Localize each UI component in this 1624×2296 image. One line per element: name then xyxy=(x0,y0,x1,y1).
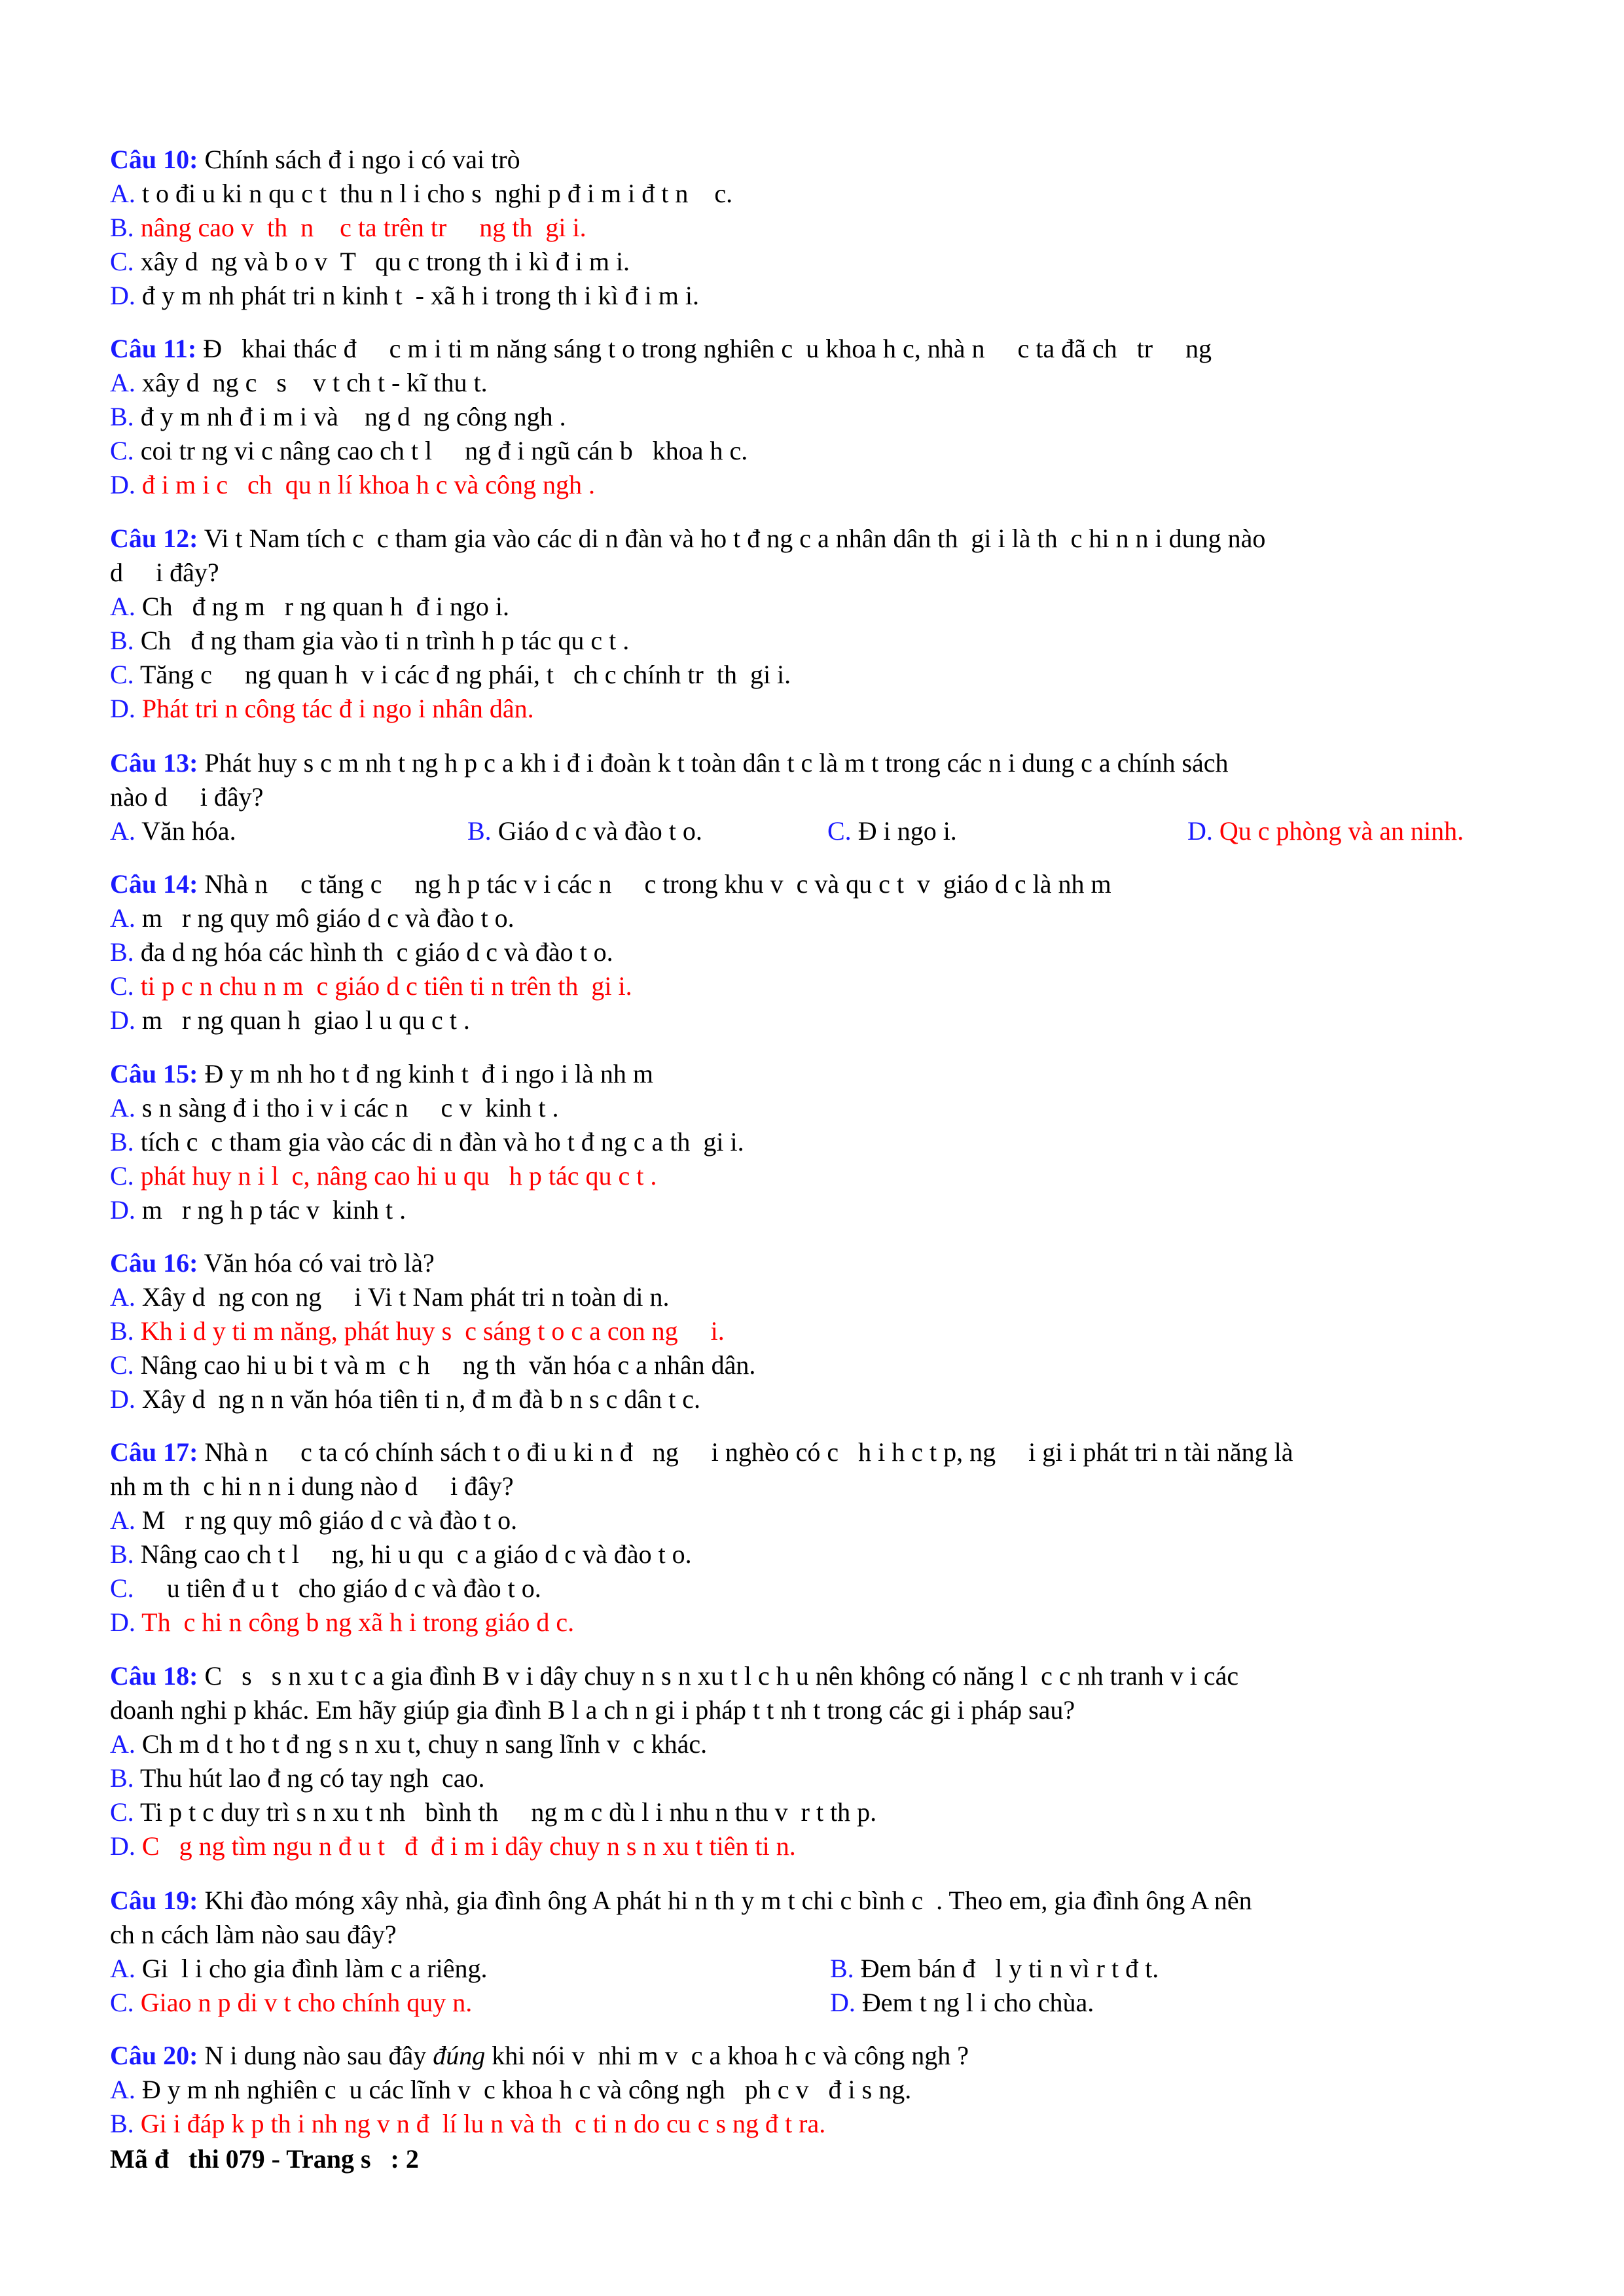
question-18 xyxy=(110,1659,1524,1863)
option-letter: B. xyxy=(110,1539,134,1569)
option-text: Đem t ng l i cho chùa. xyxy=(855,1988,1094,2017)
question-number: Câu 11: xyxy=(110,334,197,363)
question-number: Câu 18: xyxy=(110,1661,198,1691)
option-letter: C. xyxy=(110,1573,134,1603)
option-a xyxy=(110,1280,1524,1314)
option-letter: A. xyxy=(110,1954,135,1983)
option-a xyxy=(110,177,1524,211)
option-text: Thu hút lao đ ng có tay ngh cao. xyxy=(134,1763,485,1793)
option-text: Xây d ng con ng i Vi t Nam phát tri n toàn di n. xyxy=(135,1282,670,1312)
question-stem xyxy=(110,1659,1524,1693)
question-11 xyxy=(110,332,1524,502)
option-letter: C. xyxy=(110,971,134,1001)
question-text: N i dung nào sau đây xyxy=(198,2041,433,2070)
option-letter: B. xyxy=(110,402,134,431)
option-c xyxy=(110,1348,1524,1382)
option-a xyxy=(110,901,1524,935)
option-letter: C. xyxy=(110,1350,134,1380)
option-letter: C. xyxy=(110,1797,134,1827)
question-text: Chính sách đ i ngo i có vai trò xyxy=(198,145,520,174)
question-text: Nhà n c tăng c ng h p tác v i các n c trong khu v c và qu c t v giáo d c là nh m xyxy=(198,869,1111,899)
option-text: đa d ng hóa các hình th c giáo d c và đào t o. xyxy=(134,937,613,967)
option-text: Tăng c ng quan h v i các đ ng phái, t ch c chính tr th gi i. xyxy=(134,660,791,689)
option-text: C g ng tìm ngu n đ u t đ đ i m i dây chuy n s n xu t tiên ti n. xyxy=(135,1831,796,1861)
option-letter: A. xyxy=(110,592,135,621)
question-stem xyxy=(110,522,1524,556)
option-b xyxy=(830,1952,1159,1986)
question-text: Vi t Nam tích c c tham gia vào các di n đàn và ho t đ ng c a nhân dân th gi i là th c hi n n i dung nào xyxy=(198,524,1266,553)
option-letter: A. xyxy=(110,816,135,846)
option-text: s n sàng đ i tho i v i các n c v kinh t . xyxy=(135,1093,559,1122)
option-d-correct xyxy=(110,468,1524,502)
option-d-correct xyxy=(110,1829,1524,1863)
question-text-cont: d i đây? xyxy=(110,558,219,587)
option-text: Kh i d y ti m năng, phát huy s c sáng t o c a con ng i. xyxy=(134,1316,725,1346)
question-number: Câu 10: xyxy=(110,145,198,174)
question-number: Câu 14: xyxy=(110,869,198,899)
question-text-end: khi nói v nhi m v c a khoa h c và công ngh ? xyxy=(485,2041,969,2070)
question-stem xyxy=(110,332,1524,366)
option-text: Ti p t c duy trì s n xu t nh bình th ng m c dù l i nhu n thu v r t th p. xyxy=(134,1797,877,1827)
option-text: Đem bán đ l y ti n vì r t đ t. xyxy=(854,1954,1159,1983)
option-c xyxy=(110,1795,1524,1829)
option-a xyxy=(110,590,1524,624)
options-row-1 xyxy=(110,1952,1524,1986)
option-letter: C. xyxy=(110,660,134,689)
option-b-correct xyxy=(110,211,1524,245)
option-text: Văn hóa. xyxy=(135,816,236,846)
option-b xyxy=(110,1537,1524,1571)
option-letter: B. xyxy=(110,626,134,655)
option-letter: A. xyxy=(110,1505,135,1535)
option-c xyxy=(110,1571,1524,1605)
options-row xyxy=(110,814,1524,848)
option-text: xây d ng c s v t ch t - kĩ thu t. xyxy=(135,368,488,397)
question-text: Nhà n c ta có chính sách t o đi u ki n đ ng i nghèo có c h i h c t p, ng i gi i phát tri n tài năng là xyxy=(198,1437,1293,1467)
question-stem xyxy=(110,1884,1524,1918)
option-a xyxy=(110,814,236,848)
option-text: Nâng cao hi u bi t và m c h ng th văn hóa c a nhân dân. xyxy=(134,1350,756,1380)
option-letter: B. xyxy=(467,816,492,846)
option-text: t o đi u ki n qu c t thu n l i cho s nghi p đ i m i đ t n c. xyxy=(135,179,733,208)
question-number: Câu 12: xyxy=(110,524,198,553)
option-letter: D. xyxy=(110,281,135,310)
option-text: nâng cao v th n c ta trên tr ng th gi i. xyxy=(134,213,586,242)
question-13 xyxy=(110,746,1524,848)
option-text: xây d ng và b o v T qu c trong th i kì đ i m i. xyxy=(134,247,630,276)
option-d xyxy=(110,1382,1524,1416)
option-text: Gi l i cho gia đình làm c a riêng. xyxy=(135,1954,488,1983)
options-row-2 xyxy=(110,1986,1524,2020)
option-c xyxy=(110,245,1524,279)
option-text: Đ i ngo i. xyxy=(851,816,957,846)
question-12 xyxy=(110,522,1524,726)
question-stem xyxy=(110,1246,1524,1280)
question-stem xyxy=(110,867,1524,901)
question-number: Câu 19: xyxy=(110,1886,198,1915)
option-letter: D. xyxy=(1187,816,1213,846)
option-text: m r ng h p tác v kinh t . xyxy=(135,1195,406,1225)
option-a xyxy=(110,2073,1524,2107)
option-a xyxy=(110,366,1524,400)
option-letter: A. xyxy=(110,179,135,208)
option-text: Xây d ng n n văn hóa tiên ti n, đ m đà b n s c dân t c. xyxy=(135,1384,701,1414)
option-letter: A. xyxy=(110,903,135,933)
question-number: Câu 20: xyxy=(110,2041,198,2070)
option-letter: B. xyxy=(110,213,134,242)
option-letter: D. xyxy=(110,1831,135,1861)
option-d xyxy=(110,279,1524,313)
option-text: Ch m d t ho t đ ng s n xu t, chuy n sang lĩnh v c khác. xyxy=(135,1729,708,1759)
option-c-correct xyxy=(110,1986,472,2020)
option-a xyxy=(110,1503,1524,1537)
option-letter: B. xyxy=(110,1127,134,1157)
option-text: m r ng quy mô giáo d c và đào t o. xyxy=(135,903,514,933)
question-number: Câu 17: xyxy=(110,1437,198,1467)
option-letter: D. xyxy=(110,1607,135,1637)
option-a xyxy=(110,1727,1524,1761)
option-letter: D. xyxy=(110,694,135,723)
option-text: u tiên đ u t cho giáo d c và đào t o. xyxy=(134,1573,541,1603)
question-text: Phát huy s c m nh t ng h p c a kh i đ i đoàn k t toàn dân t c là m t trong các n i dung c a chính sách xyxy=(198,748,1229,778)
question-text: C s s n xu t c a gia đình B v i dây chuy n s n xu t l c h u nên không có năng l c c nh tranh v i các xyxy=(198,1661,1239,1691)
question-text: Văn hóa có vai trò là? xyxy=(198,1248,435,1278)
question-text-cont: doanh nghi p khác. Em hãy giúp gia đình B l a ch n gi i pháp t t nh t trong các gi i pháp sau? xyxy=(110,1695,1075,1725)
option-text: Ch đ ng tham gia vào ti n trình h p tác qu c t . xyxy=(134,626,630,655)
option-letter: C. xyxy=(827,816,852,846)
option-text: Ch đ ng m r ng quan h đ i ngo i. xyxy=(135,592,509,621)
option-letter: C. xyxy=(110,247,134,276)
option-d-correct xyxy=(1187,814,1464,848)
option-letter: A. xyxy=(110,1093,135,1122)
option-text: M r ng quy mô giáo d c và đào t o. xyxy=(135,1505,518,1535)
question-stem xyxy=(110,2039,1524,2073)
option-b-correct xyxy=(110,1314,1524,1348)
option-text: coi tr ng vi c nâng cao ch t l ng đ i ngũ cán b khoa h c. xyxy=(134,436,748,465)
question-stem xyxy=(110,746,1524,780)
question-text: Đ y m nh ho t đ ng kinh t đ i ngo i là nh m xyxy=(198,1059,653,1088)
question-text-cont: ch n cách làm nào sau đây? xyxy=(110,1920,397,1949)
option-letter: A. xyxy=(110,2075,135,2104)
question-19 xyxy=(110,1884,1524,2020)
option-text: phát huy n i l c, nâng cao hi u qu h p tác qu c t . xyxy=(134,1161,657,1191)
option-text: ti p c n chu n m c giáo d c tiên ti n trên th gi i. xyxy=(134,971,632,1001)
option-letter: B. xyxy=(110,1763,134,1793)
option-d xyxy=(110,1193,1524,1227)
option-letter: B. xyxy=(110,1316,134,1346)
option-d xyxy=(110,1003,1524,1037)
question-stem xyxy=(110,1057,1524,1091)
option-c xyxy=(827,814,957,848)
question-text-cont: nào d i đây? xyxy=(110,782,264,812)
option-b-correct xyxy=(110,2107,1524,2141)
question-text-cont: nh m th c hi n n i dung nào d i đây? xyxy=(110,1471,514,1501)
option-b xyxy=(110,935,1524,969)
option-text: Đ y m nh nghiên c u các lĩnh v c khoa h c và công ngh ph c v đ i s ng. xyxy=(135,2075,912,2104)
option-text: Qu c phòng và an ninh. xyxy=(1212,816,1464,846)
option-c xyxy=(110,434,1524,468)
question-10 xyxy=(110,143,1524,313)
question-15 xyxy=(110,1057,1524,1227)
option-text: đ i m i c ch qu n lí khoa h c và công ngh . xyxy=(135,470,595,499)
option-c-correct xyxy=(110,969,1524,1003)
option-letter: B. xyxy=(110,937,134,967)
option-c xyxy=(110,658,1524,692)
option-letter: A. xyxy=(110,368,135,397)
option-text: tích c c tham gia vào các di n đàn và ho t đ ng c a th gi i. xyxy=(134,1127,744,1157)
question-text: Đ khai thác đ c m i ti m năng sáng t o trong nghiên c u khoa h c, nhà n c ta đã ch tr ng xyxy=(196,334,1212,363)
option-a xyxy=(110,1091,1524,1125)
option-text: Th c hi n công b ng xã h i trong giáo d c. xyxy=(135,1607,575,1637)
option-b xyxy=(110,624,1524,658)
option-c-correct xyxy=(110,1159,1524,1193)
question-emphasis: đúng xyxy=(433,2041,486,2070)
question-16 xyxy=(110,1246,1524,1416)
option-letter: B. xyxy=(110,2109,134,2138)
option-d-correct xyxy=(110,692,1524,726)
option-d xyxy=(830,1986,1094,2020)
question-stem xyxy=(110,143,1524,177)
option-a xyxy=(110,1952,488,1986)
option-b xyxy=(110,400,1524,434)
option-text: Giáo d c và đào t o. xyxy=(491,816,702,846)
option-text: đ y m nh phát tri n kinh t - xã h i trong th i kì đ i m i. xyxy=(135,281,699,310)
option-b xyxy=(110,1125,1524,1159)
question-17 xyxy=(110,1435,1524,1640)
option-text: Nâng cao ch t l ng, hi u qu c a giáo d c và đào t o. xyxy=(134,1539,692,1569)
option-letter: C. xyxy=(110,1988,134,2017)
option-text: Phát tri n công tác đ i ngo i nhân dân. xyxy=(135,694,534,723)
option-text: Giao n p di v t cho chính quy n. xyxy=(134,1988,473,2017)
option-letter: D. xyxy=(110,1005,135,1035)
option-b xyxy=(467,814,702,848)
option-letter: C. xyxy=(110,436,134,465)
question-number: Câu 16: xyxy=(110,1248,198,1278)
option-d-correct xyxy=(110,1605,1524,1640)
page-footer: Mã đ thi 079 - Trang s : 2 xyxy=(110,2144,419,2174)
question-14 xyxy=(110,867,1524,1037)
option-letter: D. xyxy=(110,1195,135,1225)
question-number: Câu 15: xyxy=(110,1059,198,1088)
option-text: đ y m nh đ i m i và ng d ng công ngh . xyxy=(134,402,566,431)
option-letter: D. xyxy=(110,470,135,499)
option-text: Gi i đáp k p th i nh ng v n đ lí lu n và th c ti n do cu c s ng đ t ra. xyxy=(134,2109,826,2138)
option-text: m r ng quan h giao l u qu c t . xyxy=(135,1005,470,1035)
question-stem xyxy=(110,1435,1524,1469)
option-letter: D. xyxy=(110,1384,135,1414)
option-b xyxy=(110,1761,1524,1795)
option-letter: A. xyxy=(110,1729,135,1759)
question-number: Câu 13: xyxy=(110,748,198,778)
option-letter: D. xyxy=(830,1988,856,2017)
question-text: Khi đào móng xây nhà, gia đình ông A phát hi n th y m t chi c bình c . Theo em, gia đình ông A nên xyxy=(198,1886,1252,1915)
option-letter: A. xyxy=(110,1282,135,1312)
option-letter: C. xyxy=(110,1161,134,1191)
question-20 xyxy=(110,2039,1524,2141)
option-letter: B. xyxy=(830,1954,854,1983)
